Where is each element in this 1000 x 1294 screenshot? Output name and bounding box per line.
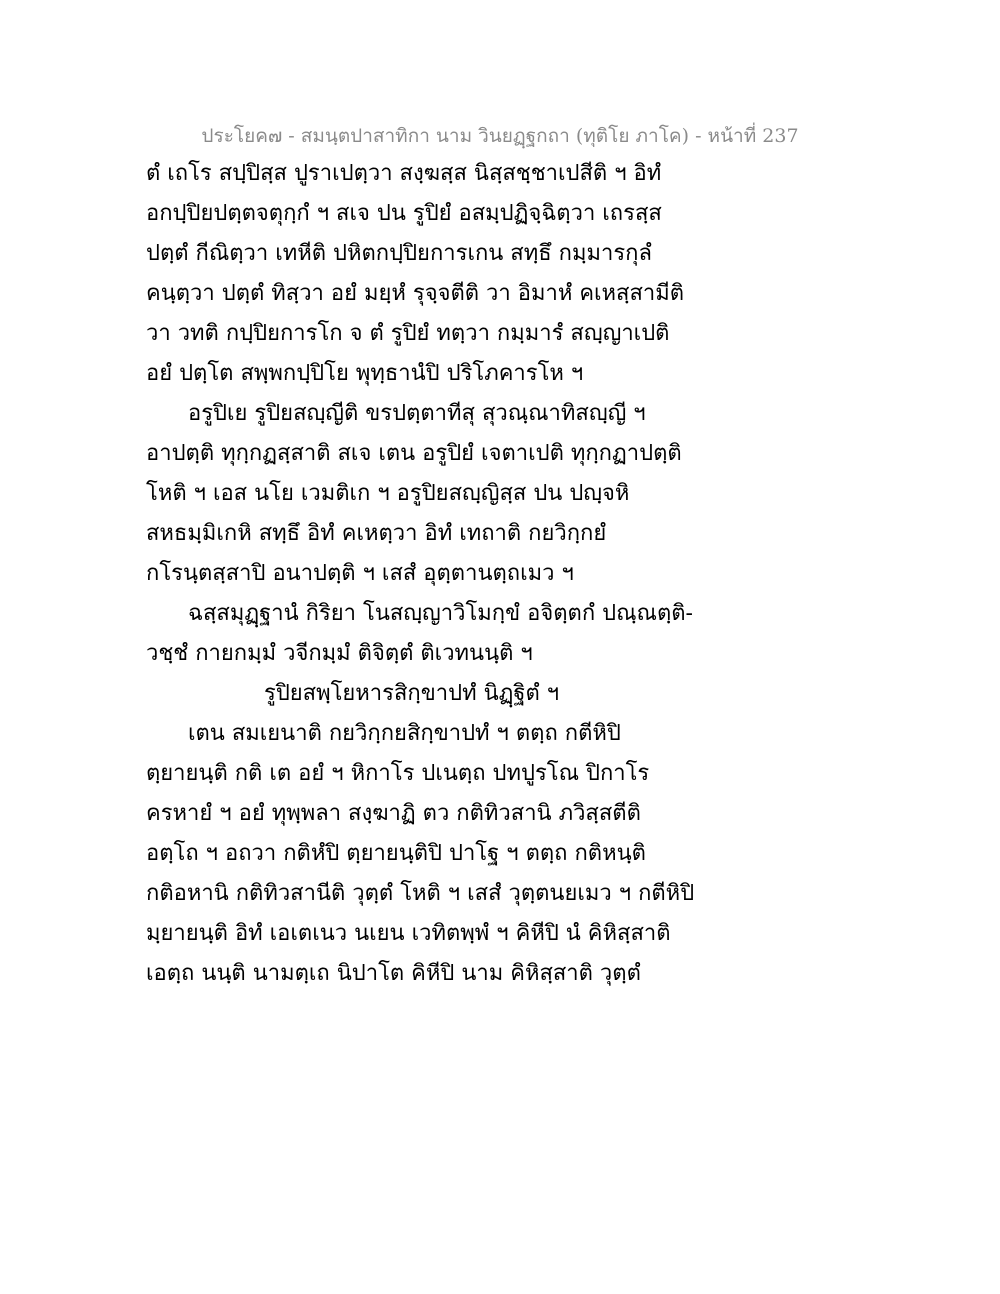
text-line: อรูปิเย รูปิยสญฺญีติ ขรปตฺตาทีสุ สุวณฺณาทิสญฺญี ฯ bbox=[188, 401, 646, 426]
text-line: คนฺตฺวา ปตฺตํ ทิสฺวา อยํ มยฺหํ รุจฺจตีติ วา อิมาหํ คเหสฺสามีติ bbox=[146, 281, 685, 306]
body-text bbox=[146, 154, 866, 994]
text-line: ครหายํ ฯ อยํ ทุพฺพลา สงฺฆาฏิ ตว กติทิวสานิ ภวิสฺสตีติ bbox=[146, 801, 641, 826]
text-line: อตฺโถ ฯ อถวา กติหํปิ ตฺยายนฺติปิ ปาโฐ ฯ ตตฺถ กติหนฺติ bbox=[146, 841, 646, 866]
text-line: ฉสฺสมุฏฺฐานํ กิริยา โนสญฺญาวิโมกฺขํ อจิตฺตกํ ปณฺณตฺติ- bbox=[188, 601, 693, 626]
text-line: ตฺยายนฺติ กติ เต อยํ ฯ หิกาโร ปเนตฺถ ปทปูรโณ ปิกาโร bbox=[146, 761, 650, 786]
text-line: อกปฺปิยปตฺตจตุกฺกํ ฯ สเจ ปน รูปิยํ อสมฺปฏิจฺฉิตฺวา เถรสฺส bbox=[146, 201, 662, 226]
text-line: วา วทติ กปฺปิยการโก จ ตํ รูปิยํ ทตฺวา กมฺมารํ สญฺญาเปติ bbox=[146, 321, 670, 346]
text-line: เอตฺถ นนฺติ นามตฺเถ นิปาโต คิหีปิ นาม คิหิสฺสาติ วุตฺตํ bbox=[146, 961, 641, 986]
text-line: กติอหานิ กติทิวสานีติ วุตฺตํ โหติ ฯ เสสํ วุตฺตนยเมว ฯ กตีหิปิ bbox=[146, 881, 695, 906]
text-line: กโรนฺตสฺสาปิ อนาปตฺติ ฯ เสสํ อุตฺตานตฺถเมว ฯ bbox=[146, 561, 574, 586]
text-line: อยํ ปตฺโต สพฺพกปฺปิโย พุทฺธานํปิ ปริโภคารโห ฯ bbox=[146, 361, 584, 386]
header-text: ประโยค๗ - สมนฺตปาสาทิกา นาม วินยฏฺฐกถา (ทุติโย ภาโค) - หน้าที่ 237 bbox=[201, 125, 799, 147]
text-line: วชฺชํ กายกมฺมํ วจีกมฺมํ ติจิตฺตํ ติเวทนนฺติ ฯ bbox=[146, 641, 533, 666]
text-line: ปตฺตํ กีณิตฺวา เทหีติ ปหิตกปฺปิยการเกน สทฺธึ กมฺมารกุลํ bbox=[146, 241, 652, 266]
text-line: ตํ เถโร สปฺปิสฺส ปูราเปตฺวา สงฺฆสฺส นิสฺสชฺชาเปสีติ ฯ อิทํ bbox=[146, 161, 662, 186]
text-line: มฺยายนฺติ อิทํ เอเตเนว นเยน เวทิตพฺพํ ฯ คิหีปิ นํ คิหิสฺสาติ bbox=[146, 921, 671, 946]
section-end-title: รูปิยสพฺโยหารสิกฺขาปทํ นิฏฺฐิตํ ฯ bbox=[264, 681, 560, 706]
running-header bbox=[0, 121, 1000, 151]
text-line: อาปตฺติ ทุกฺกฏสฺสาติ สเจ เตน อรูปิยํ เจตาเปติ ทุกฺกฏาปตฺติ bbox=[146, 441, 682, 466]
text-line: เตน สมเยนาติ กยวิกฺกยสิกฺขาปทํ ฯ ตตฺถ กตีหิปิ bbox=[188, 721, 621, 746]
text-line: สหธมฺมิเกหิ สทฺธึ อิทํ คเหตฺวา อิทํ เทถาติ กยวิกฺกยํ bbox=[146, 521, 607, 546]
text-line: โหติ ฯ เอส นโย เวมติเก ฯ อรูปิยสญฺญิสฺส ปน ปญฺจหิ bbox=[146, 481, 630, 506]
